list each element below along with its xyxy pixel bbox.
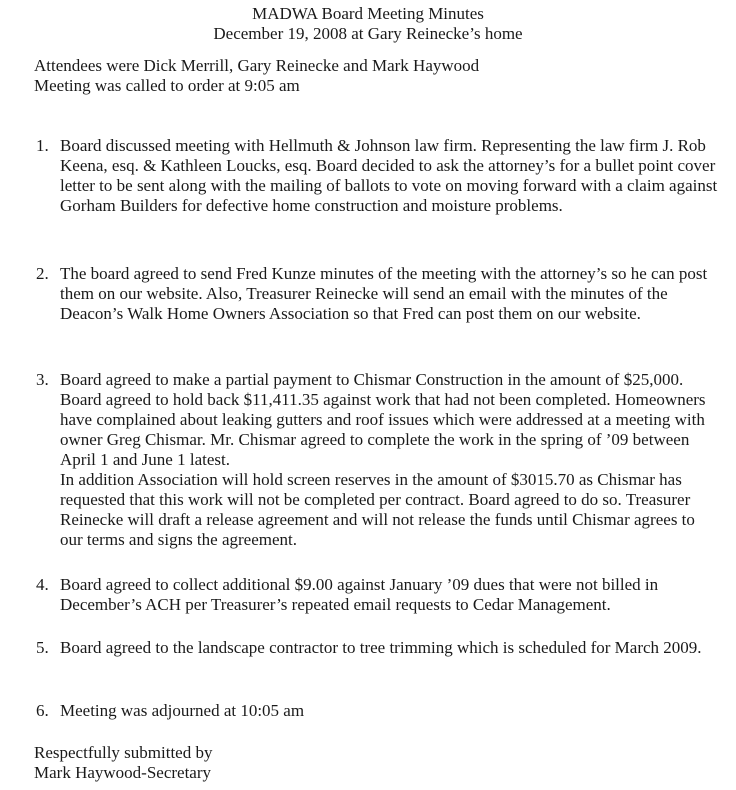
item-text: Board agreed to make a partial payment to Chismar Construction in the amount of $25,000. Board agreed to hold back $11,411.35 against work that had not been completed. Homeowners have complained about leaking gutters and roof issues which were addressed at a meeting with owner Greg Chismar. Mr. Chismar agreed to complete the work in the spring of ’09 between April 1 and June 1 latest. xyxy=(60,370,706,469)
item-text: Board agreed to the landscape contractor to tree trimming which is scheduled for March 2009. xyxy=(60,638,702,657)
item-text: The board agreed to send Fred Kunze minutes of the meeting with the attorney’s so he can post them on our website. Also, Treasurer Reinecke will send an email with the minutes of the Deacon’s Walk Home Owners Association so that Fred can post them on our website. xyxy=(60,264,708,323)
item-text: Board discussed meeting with Hellmuth & Johnson law firm. Representing the law firm J. Rob Keena, esq. & Kathleen Loucks, esq. Board decided to ask the attorney’s for a bullet point cover letter to be sent along with the mailing of ballots to vote on moving forward with a claim against Gorham Builders for defective home construction and moisture problems. xyxy=(60,136,718,215)
call-to-order-line: Meeting was called to order at 9:05 am xyxy=(34,76,300,95)
item-text-continued: In addition Association will hold screen reserves in the amount of $3015.70 as Chismar has requested that this work will not be completed per contract. Board agreed to do so. Treasurer Reinecke will draft a release agreement and will not release the funds until Chismar agrees to our terms and signs the agreement. xyxy=(60,470,695,549)
meeting-date-location: December 19, 2008 at Gary Reinecke’s home xyxy=(213,24,523,43)
document-title: MADWA Board Meeting Minutes xyxy=(252,4,484,23)
item-text: Board agreed to collect additional $9.00 against January ’09 dues that were not billed in December’s ACH per Treasurer’s repeated email requests to Cedar Management. xyxy=(60,575,659,614)
item-number: 3. xyxy=(36,370,49,389)
item-number: 4. xyxy=(36,575,49,594)
attendees-line: Attendees were Dick Merrill, Gary Reinecke and Mark Haywood xyxy=(34,56,480,75)
item-number: 6. xyxy=(36,701,49,720)
signature-name: Mark Haywood-Secretary xyxy=(34,763,212,782)
item-number: 5. xyxy=(36,638,49,657)
item-text: Meeting was adjourned at 10:05 am xyxy=(60,701,305,720)
item-number: 2. xyxy=(36,264,49,283)
item-number: 1. xyxy=(36,136,49,155)
closing-line: Respectfully submitted by xyxy=(34,743,213,762)
